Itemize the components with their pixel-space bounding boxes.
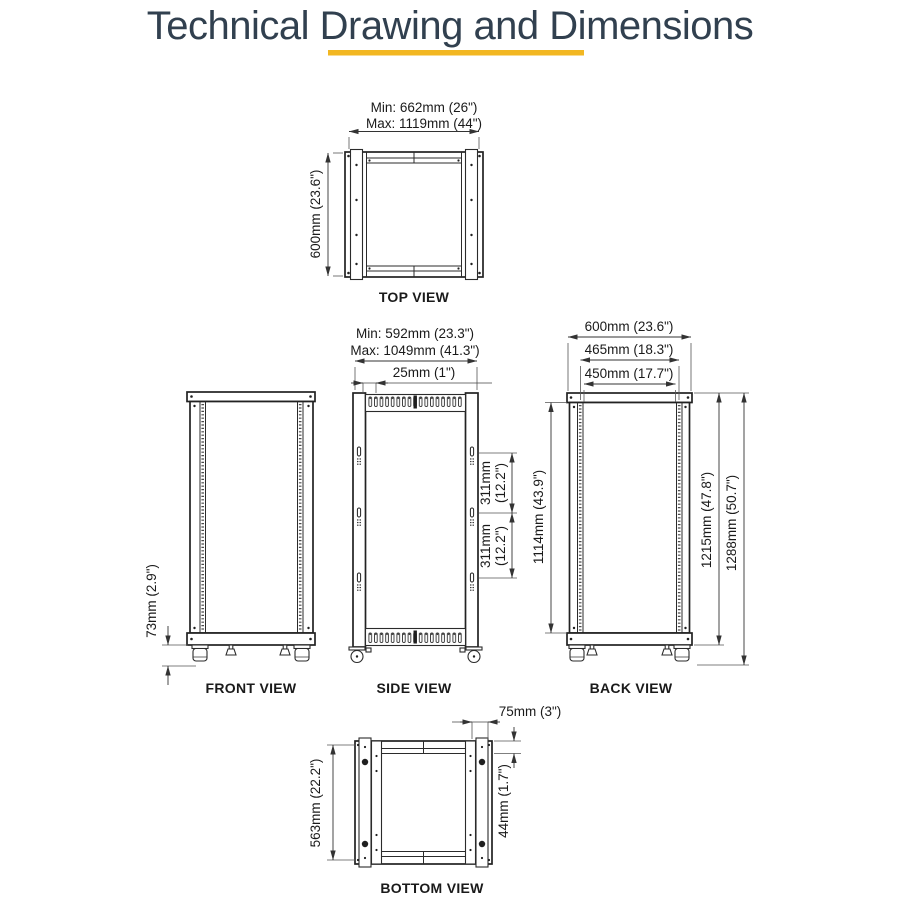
bottom-view-label: BOTTOM VIEW [380,880,484,896]
side-rail-offset-label: 25mm (1") [392,365,456,380]
side-view-label: SIDE VIEW [376,680,452,696]
side-slot-span-lower-in: (12.2") [493,525,508,567]
side-slot-span-upper-mm: 311mm [478,460,493,506]
side-right-caster [466,647,482,663]
side-view [349,326,517,696]
side-view-drawing [349,393,482,663]
back-right-leveling-foot [662,645,672,655]
back-view-label: BACK VIEW [589,680,673,696]
back-view [531,319,749,696]
bottom-caster-inset-label: 44mm (1.7") [496,764,511,838]
side-slot-span-dimensions [478,453,517,578]
back-height-opening-dimension [531,403,567,634]
side-rail-offset-dimension [351,365,492,393]
back-width-inner-label: 450mm (17.7") [584,366,674,381]
top-depth-dimension [308,153,343,276]
front-view-drawing [187,392,315,661]
front-left-caster [192,645,208,661]
bottom-edge-offset-label: 75mm (3") [498,704,562,719]
front-caster-height-label: 73mm (2.9") [144,564,159,638]
title-underline-accent [328,50,584,56]
back-width-mid-label: 465mm (18.3") [584,342,674,357]
top-width-dimension [349,100,482,149]
back-height-total-label: 1288mm (50.7") [724,474,739,572]
back-height-opening-label: 1114mm (43.9") [531,469,546,565]
top-width-max-label: Max: 1119mm (44") [365,116,483,131]
bottom-caster-inset-dimension [494,727,521,838]
side-depth-max-label: Max: 1049mm (41.3") [350,343,480,358]
front-caster-height-dimension [144,564,196,685]
back-height-frame-label: 1215mm (47.8") [699,471,714,569]
front-view [144,392,315,696]
top-depth-label: 600mm (23.6") [308,169,323,259]
bottom-view [308,704,561,896]
front-right-caster [294,645,310,661]
back-view-drawing [567,393,692,661]
bottom-view-drawing [355,738,492,867]
side-slot-span-lower-mm: 311mm [478,523,493,569]
back-left-caster [569,645,585,661]
page-title: Technical Drawing and Dimensions [146,4,754,48]
bottom-depth-span-dimension [308,745,356,860]
back-height-frame-dimension [694,393,749,645]
side-depth-dimension [350,326,479,390]
side-depth-min-label: Min: 592mm (23.3") [355,326,475,341]
top-view-drawing [345,150,483,280]
top-view-label: TOP VIEW [378,289,450,305]
front-right-leveling-foot [280,645,290,655]
bottom-depth-span-label: 563mm (22.2") [308,758,323,848]
back-left-leveling-foot [587,645,597,655]
back-width-outer-label: 600mm (23.6") [584,319,674,334]
top-width-min-label: Min: 662mm (26") [370,100,478,115]
side-slot-span-upper-in: (12.2") [493,462,508,504]
top-view [308,100,483,305]
front-left-leveling-foot [226,645,236,655]
front-view-label: FRONT VIEW [205,680,297,696]
bottom-edge-offset-dimension [452,704,561,739]
side-left-caster [349,647,365,663]
back-right-caster [674,645,690,661]
